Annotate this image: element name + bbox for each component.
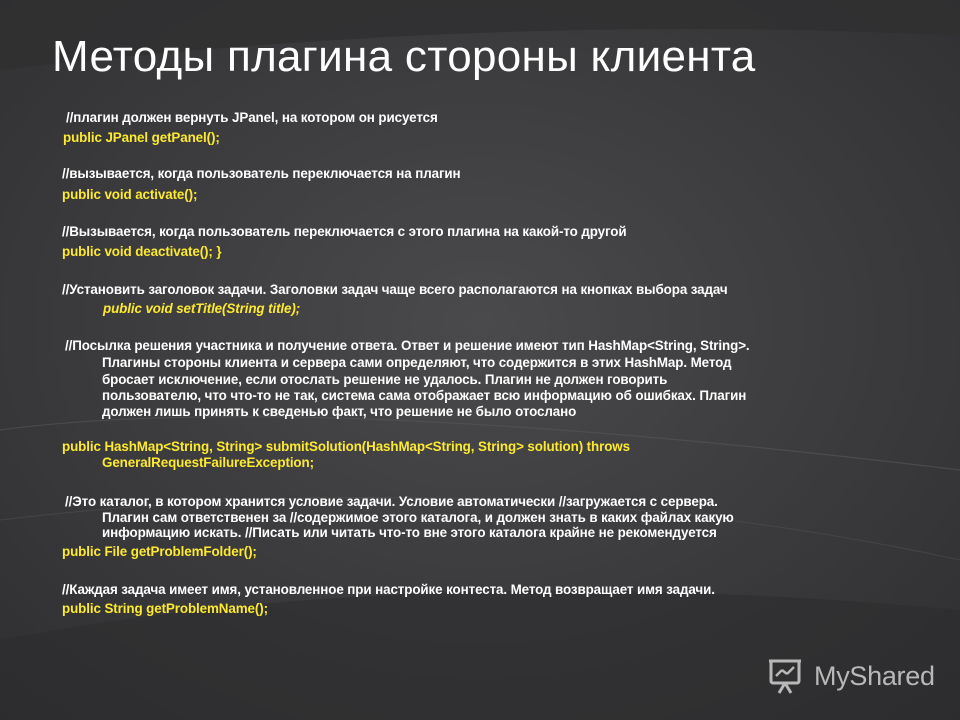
comment-line: //Это каталог, в котором хранится условие задачи. Условие автоматически //загружается с сервера.	[65, 494, 718, 509]
comment-line: бросает исключение, если отослать решение не удалось. Плагин не должен говорить	[102, 372, 668, 387]
code-line: GeneralRequestFailureException;	[102, 455, 314, 470]
code-line: public void activate();	[62, 187, 198, 202]
slide-title: Методы плагина стороны клиента	[52, 32, 756, 81]
comment-line: //вызывается, когда пользователь переключается на плагин	[62, 166, 461, 181]
comment-line: Плагин сам ответственен за //содержимое этого каталога, и должен знать в каких файлах какую	[102, 510, 734, 525]
comment-line: Плагины стороны клиента и сервера сами определяют, что содержится в этих HashMap. Метод	[102, 355, 732, 370]
comment-line: пользователю, что что-то не так, система сама отображает всю информацию об ошибках. Плагин	[102, 388, 747, 403]
presentation-board-icon	[768, 657, 808, 695]
code-line: public JPanel getPanel();	[63, 130, 220, 145]
code-line: public File getProblemFolder();	[62, 544, 257, 559]
comment-line: информацию искать. //Писать или читать что-то вне этого каталога крайне не рекомендуется	[102, 525, 717, 540]
watermark	[768, 656, 948, 696]
code-line: public void setTitle(String title);	[103, 301, 301, 316]
code-line: public String getProblemName();	[62, 601, 268, 616]
comment-line: //Посылка решения участника и получение ответа. Ответ и решение имеют тип HashMap<String, String>.	[65, 338, 750, 353]
comment-line: //плагин должен вернуть JPanel, на котором он рисуется	[66, 110, 438, 125]
code-line: public HashMap<String, String> submitSolution(HashMap<String, String> solution) throws	[62, 439, 630, 454]
comment-line: //Вызывается, когда пользователь переключается с этого плагина на какой-то другой	[62, 224, 627, 239]
comment-line: //Установить заголовок задачи. Заголовки задач чаще всего располагаются на кнопках выбора задач	[62, 282, 728, 297]
comment-line: //Каждая задача имеет имя, установленное при настройке контеста. Метод возвращает имя задачи.	[62, 582, 715, 597]
watermark-brand: MyShared	[814, 660, 935, 691]
code-line: public void deactivate(); }	[62, 244, 222, 259]
comment-line: должен лишь принять к сведенью факт, что решение не было отослано	[102, 404, 577, 419]
